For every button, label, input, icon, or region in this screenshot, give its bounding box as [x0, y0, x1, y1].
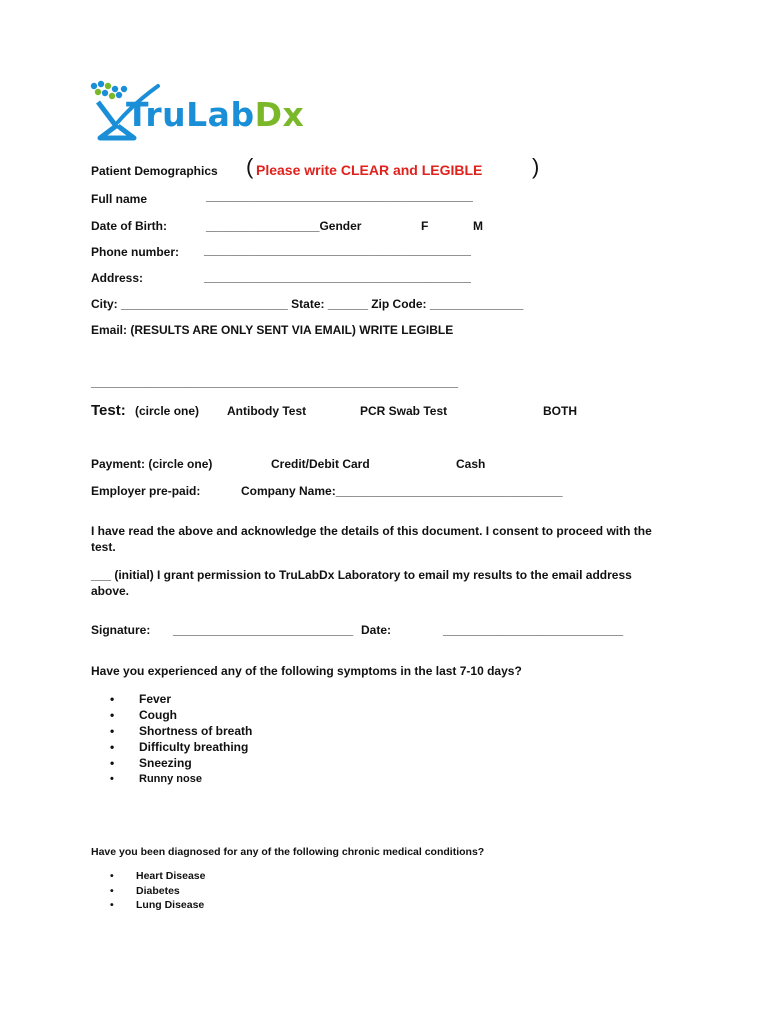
full-name-field[interactable]: ________________________________________: [206, 189, 473, 203]
phone-label: Phone number:: [91, 245, 180, 259]
email-field[interactable]: _______________________________________________________: [91, 375, 459, 389]
address-field[interactable]: ________________________________________: [204, 270, 471, 284]
logo-part-dx: Dx: [254, 95, 305, 134]
date-field[interactable]: ___________________________: [443, 623, 624, 637]
symptom-item[interactable]: • Sneezing: [110, 755, 252, 771]
symptom-item[interactable]: • Shortness of breath: [110, 723, 252, 739]
symptom-item[interactable]: • Runny nose: [110, 771, 252, 787]
phone-field[interactable]: ________________________________________: [204, 243, 471, 257]
gender-option-f[interactable]: F: [421, 219, 429, 233]
address-label: Address:: [91, 271, 144, 285]
symptom-item[interactable]: • Cough: [110, 707, 252, 723]
conditions-list: [110, 869, 205, 913]
payment-option-cash[interactable]: Cash: [456, 457, 486, 471]
symptom-item[interactable]: • Difficulty breathing: [110, 739, 252, 755]
conditions-question: Have you been diagnosed for any of the following chronic medical conditions?: [91, 846, 485, 858]
symptoms-question: Have you experienced any of the following symptoms in the last 7-10 days?: [91, 664, 522, 678]
gender-option-m[interactable]: M: [473, 219, 483, 233]
email-label: Email: (RESULTS ARE ONLY SENT VIA EMAIL) WRITE LEGIBLE: [91, 323, 454, 337]
date-label: Date:: [361, 623, 392, 637]
consent-acknowledgement: I have read the above and acknowledge the details of this document. I consent to proceed with the test.: [91, 524, 652, 554]
city-state-zip-row[interactable]: City: _________________________ State: ______ Zip Code: ______________: [91, 297, 524, 311]
condition-item[interactable]: • Heart Disease: [110, 869, 205, 884]
test-option-pcr[interactable]: PCR Swab Test: [360, 404, 448, 418]
condition-item[interactable]: • Lung Disease: [110, 898, 205, 913]
signature-label: Signature:: [91, 623, 151, 637]
symptoms-list: [110, 691, 252, 787]
symptom-item[interactable]: • Fever: [110, 691, 252, 707]
full-name-label: Full name: [91, 192, 148, 206]
legibility-instruction: Please write CLEAR and LEGIBLE: [256, 162, 483, 178]
logo-part-tru: Tru: [126, 95, 187, 134]
payment-label: Payment: (circle one): [91, 457, 213, 471]
test-label: Test:: [91, 402, 126, 419]
logo-part-lab: Lab: [186, 95, 255, 134]
payment-option-card[interactable]: Credit/Debit Card: [271, 457, 370, 471]
condition-item[interactable]: • Diabetes: [110, 884, 205, 899]
employer-label: Employer pre-paid:: [91, 484, 201, 498]
paren-close: ): [532, 154, 540, 179]
dob-label: Date of Birth:: [91, 219, 167, 233]
email-permission[interactable]: ___ (initial) I grant permission to TruLabDx Laboratory to email my results to the email address above.: [91, 568, 632, 598]
dob-field[interactable]: _________________Gender: [206, 219, 362, 233]
paren-open: (: [246, 154, 254, 179]
logo-wordmark: [126, 95, 304, 134]
signature-field[interactable]: ___________________________: [173, 623, 354, 637]
test-option-both[interactable]: BOTH: [543, 404, 577, 418]
test-option-antibody[interactable]: Antibody Test: [227, 404, 307, 418]
test-hint: (circle one): [135, 404, 200, 418]
company-name-field[interactable]: Company Name:__________________________________: [241, 484, 563, 498]
page-title: Patient Demographics: [91, 164, 218, 178]
